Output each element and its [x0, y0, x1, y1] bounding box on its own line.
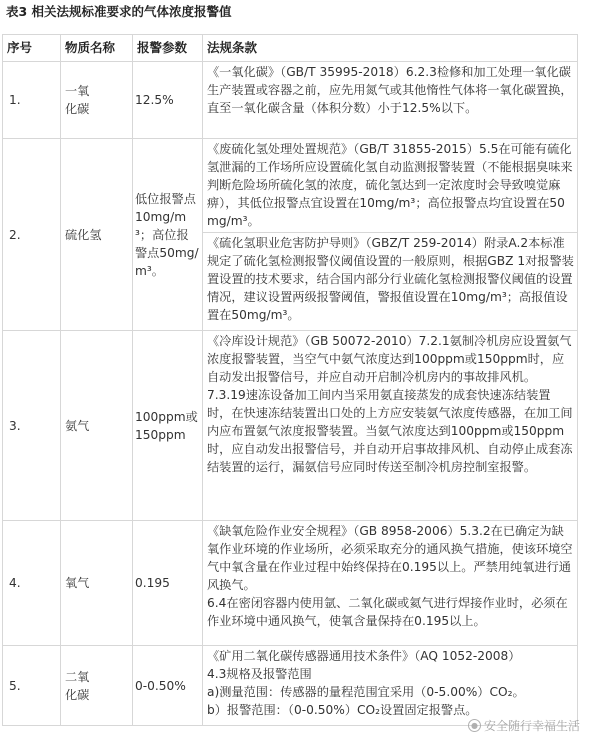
row-param: 0.195 [133, 521, 203, 646]
alarm-value-table [2, 34, 578, 726]
row-no: 2. [3, 139, 61, 331]
header-substance: 物质名称 [61, 35, 133, 62]
row-substance: 二氧 化碳 [61, 646, 133, 726]
table-row [3, 331, 578, 521]
clause-text: 《硫化氢职业危害防护导则》（GBZ/T 259-2014）附录A.2本标准规定了硫化氢检测报警仪阈值设置的一般原则，根据GBZ 1对报警装置设置的技术要求，结合国内部分行业硫化氢检测报警仪阈值的设置情况，建议设置两级报警阈值，警报值设置在10mg/m³；高报值设置在50mg/m³。 [207, 236, 574, 322]
clause-text: 《一氧化碳》（GB/T 35995-2018）6.2.3检修和加工处理一氧化碳生产装置或容器之前，应先用氮气或其他惰性气体将一氧化碳置换，直至一氧化碳含量（体积分数）小于12.5%以下。 [207, 65, 573, 115]
clause-text: 《矿用二氧化碳传感器通用技术条件》（AQ 1052-2008） 4.3规格及报警范围 a)测量范围：传感器的量程范围宜采用（0-5.00%）CO₂。 b）报警范围：（0-0.50%）CO₂设置固定报警点。 [207, 649, 525, 717]
row-param: 0-0.50% [133, 646, 203, 726]
row-no: 3. [3, 331, 61, 521]
row-no: 4. [3, 521, 61, 646]
header-no: 序号 [3, 35, 61, 62]
row-substance: 氧气 [61, 521, 133, 646]
row-clauses [203, 62, 578, 139]
wechat-logo-icon: ● [468, 719, 481, 732]
row-no: 1. [3, 62, 61, 139]
clause-text: 《冷库设计规范》（GB 50072-2010）7.2.1氨制冷机房应设置氨气浓度报警装置，当空气中氨气浓度达到100ppm或150ppm时，应自动发出报警信号，并应自动开启制冷机房内的事故排风机。 7.3.19速冻设备加工间内当采用氨直接蒸发的成套快速冻结装置时，在快速冻结装置出口处的上方应安装氨气浓度传感器，在加工间内应布置氨气浓度报警装置。当氨气浓度达到100ppm或150ppm时，应自动发出报警信号，并自动开启事故排风机、自动停止成套冻结装置的运行，漏氨信号应同时传送至制冷机房控制室报警。 [207, 334, 573, 474]
row-param: 100ppm或150ppm [133, 331, 203, 521]
header-param: 报警参数 [133, 35, 203, 62]
row-substance: 一氧 化碳 [61, 62, 133, 139]
row-substance: 氨气 [61, 331, 133, 521]
table-row [3, 62, 578, 139]
watermark-text: 安全随行幸福生活 [483, 719, 580, 733]
row-no: 5. [3, 646, 61, 726]
row-param: 12.5% [133, 62, 203, 139]
row-clauses [203, 331, 578, 521]
row-clauses [203, 139, 578, 331]
table-title: 表3 相关法规标准要求的气体浓度报警值 [6, 4, 232, 19]
clause-text: 《缺氧危险作业安全规程》（GB 8958-2006）5.3.2在已确定为缺氧作业环境的作业场所，必须采取充分的通风换气措施，使该环境空气中氧含量在作业过程中始终保持在0.195以上。严禁用纯氧进行通风换气。 6.4在密闭容器内使用氩、二氧化碳或氦气进行焊接作业时，必须在作业环境中通风换气，使氧含量保持在0.195以上。 [207, 524, 573, 628]
row-clauses [203, 646, 578, 726]
header-clause: 法规条款 [203, 35, 578, 62]
table-row [3, 521, 578, 646]
row-clauses [203, 521, 578, 646]
table-row [3, 646, 578, 726]
table-header-row [3, 35, 578, 62]
clause-text: 《废硫化氢处理处置规范》（GB/T 31855-2015）5.5在可能有硫化氢泄漏的工作场所应设置硫化氢自动监测报警装置（不能根据臭味来判断危险场所硫化氢的浓度，硫化氢达到一定浓度时会导致嗅觉麻痹），其低位报警点宜设置在10mg/m³；高位报警点均宜设置在50mg/m³。 [203, 139, 577, 233]
table-row [3, 139, 578, 331]
watermark [468, 717, 580, 734]
row-substance: 硫化氢 [61, 139, 133, 331]
row-param: 低位报警点10mg/m³；高位报警点50mg/m³。 [133, 139, 203, 331]
